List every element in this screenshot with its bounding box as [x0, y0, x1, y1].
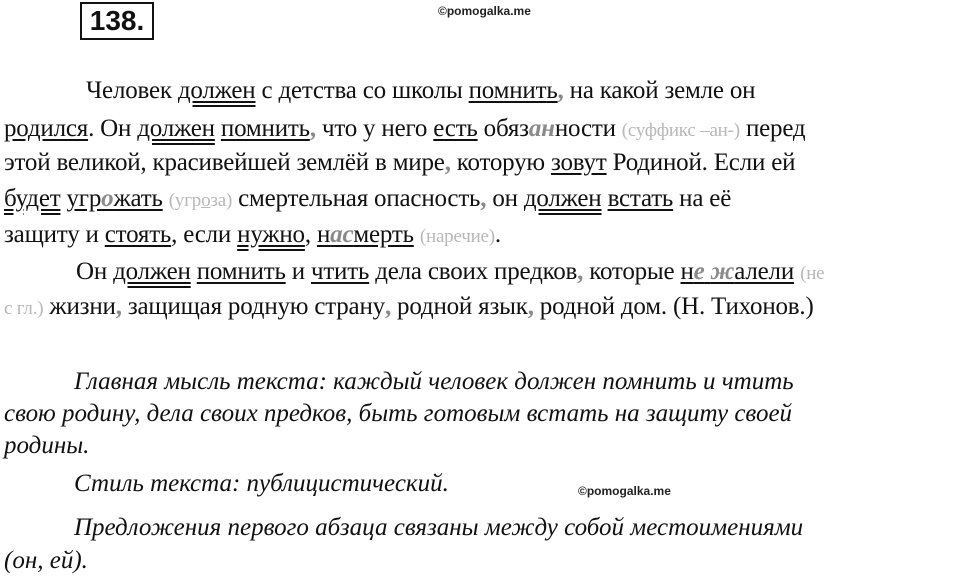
main-idea-line-1: Главная мысль текста: каждый человек должен помнить и чтить: [74, 368, 794, 395]
links-line-1: Предложения первого абзаца связаны между собой местоимениями: [74, 514, 804, 541]
task-number: 138.: [80, 2, 154, 40]
watermark-bottom: ©pomogalka.me: [578, 484, 671, 498]
main-idea-line-2: свою родину, дела своих предков, быть готовым встать на защиту своей: [4, 400, 793, 427]
watermark: ©pomogalka.me: [438, 4, 531, 18]
paragraph-1-line-5: защиту и стоять, если нужно, насмерть (наречие).: [4, 221, 501, 248]
paragraph-1-line-4: будет угрожать (угроза) смертельная опасность, он должен встать на её: [4, 185, 732, 212]
paragraph-2-line-2: с гл.) жизни, защищая родную страну, родной язык, родной дом. (Н. Тихонов.): [4, 293, 814, 320]
paragraph-1-line-3: этой великой, красивейшей землёй в мире, которую зовут Родиной. Если ей: [4, 149, 796, 176]
links-line-2: (он, ей).: [4, 547, 88, 574]
text-style: Стиль текста: публицистический.: [74, 470, 449, 497]
paragraph-2-line-1: Он должен помнить и чтить дела своих предков, которые не жалели (не: [76, 258, 825, 285]
main-idea-line-3: родины.: [4, 432, 90, 459]
paragraph-1-line-1: Человек должен с детства со школы помнить, на какой земле он: [86, 77, 756, 104]
paragraph-1-line-2: родился. Он должен помнить, что у него есть обязанности (суффикс –ан-) перед: [4, 115, 806, 142]
